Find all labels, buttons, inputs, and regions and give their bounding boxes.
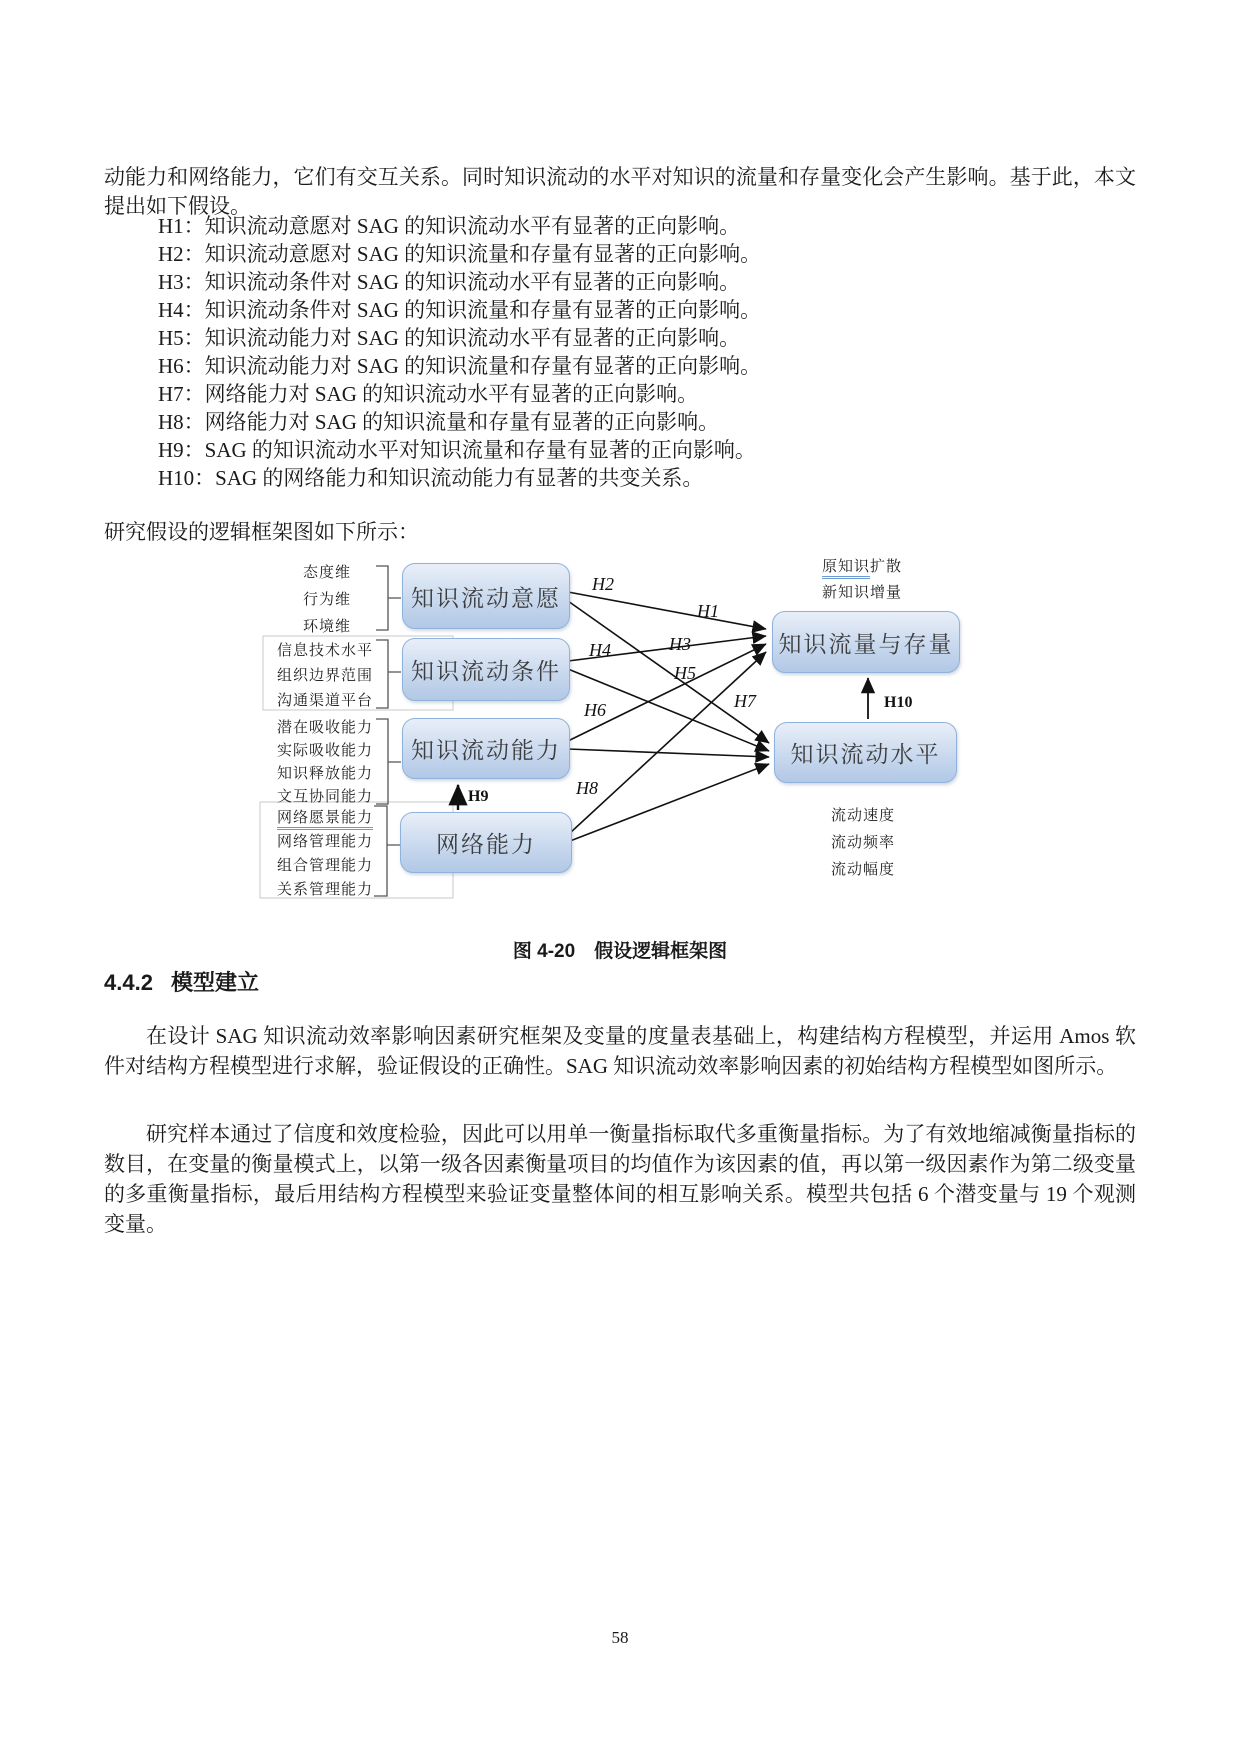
edge-label-h2: H2 (592, 574, 614, 594)
section-title: 模型建立 (170, 970, 259, 995)
indicator-label: 态度维 (303, 565, 352, 581)
edge-label-h9: H9 (468, 788, 489, 805)
edge-label-h5: H5 (674, 663, 696, 683)
figure-caption: 图 4-20 假设逻辑框架图 (512, 941, 728, 962)
indicator-label: 潜在吸收能力 (277, 720, 374, 736)
intro-paragraph: 动能力和网络能力，它们有交互关系。同时知识流动的水平对知识的流量和存量变化会产生影响。基于此，本文提出如下假设。 (104, 165, 1136, 218)
node-knowledge-flow-condition: 知识流动条件 (402, 638, 570, 701)
bracket-group-1 (374, 566, 401, 896)
hypotheses-list (158, 212, 1138, 492)
indicator-label: 信息技术水平 (277, 643, 374, 659)
edge-label-h4: H4 (589, 640, 611, 660)
indicator-label: 实际吸收能力 (277, 743, 374, 759)
edge-label-h8: H8 (576, 778, 598, 798)
section-number: 4.4.2 (104, 970, 153, 995)
group-willingness-indicators (303, 560, 351, 641)
label-flow-amplitude: 流动幅度 (831, 862, 896, 878)
label-flow-speed: 流动速度 (831, 808, 896, 824)
node-network-capability: 网络能力 (400, 812, 572, 873)
indicator-label: 网络管理能力 (277, 834, 374, 850)
node-knowledge-flow-and-stock: 知识流量与存量 (772, 611, 960, 673)
indicator-label: 知识释放能力 (277, 766, 374, 782)
edge-label-h7: H7 (734, 691, 756, 711)
indicator-label: 行为维 (303, 592, 352, 608)
page-number: 58 (611, 1628, 629, 1647)
indicator-label: 关系管理能力 (277, 882, 374, 898)
node-knowledge-flow-level: 知识流动水平 (774, 722, 957, 783)
hypothesis-h7: H7：网络能力对 SAG 的知识流动水平有显著的正向影响。 (158, 382, 699, 406)
figure-leadin: 研究假设的逻辑框架图如下所示： (104, 520, 419, 544)
label-new-knowledge-increment: 新知识增量 (822, 585, 903, 601)
edge-label-h1: H1 (697, 601, 719, 621)
label-flow-frequency: 流动频率 (831, 835, 896, 851)
hypothesis-h5: H5：知识流动能力对 SAG 的知识流动水平有显著的正向影响。 (158, 326, 741, 350)
underlined-text: 网络愿景能力 (277, 810, 373, 830)
underlined-text: 原知识 (822, 559, 870, 579)
hypothesis-h10: H10：SAG 的网络能力和知识流动能力有显著的共变关系。 (158, 466, 704, 490)
node-knowledge-flow-willingness: 知识流动意愿 (402, 563, 570, 629)
section-heading (104, 966, 259, 997)
indicator-label: 组合管理能力 (277, 858, 374, 874)
hypothesis-h8: H8：网络能力对 SAG 的知识流量和存量有显著的正向影响。 (158, 410, 720, 434)
label-original-knowledge-diffusion: 原知识扩散 (822, 555, 902, 576)
body-paragraph-1: 在设计 SAG 知识流动效率影响因素研究框架及变量的度量表基础上，构建结构方程模型，并运用 Amos 软件对结构方程模型进行求解，验证假设的正确性。SAG 知识流动效率影响因素的初始结构方程模型如图所示。 (104, 1024, 1136, 1078)
hypothesis-h2: H2：知识流动意愿对 SAG 的知识流量和存量有显著的正向影响。 (158, 242, 762, 266)
group-condition-indicators (277, 639, 373, 714)
hypothesis-h3: H3：知识流动条件对 SAG 的知识流动水平有显著的正向影响。 (158, 270, 741, 294)
edge-label-h6: H6 (584, 700, 606, 720)
edge-label-h10: H10 (884, 694, 913, 711)
indicator-label: 沟通渠道平台 (277, 693, 374, 709)
hypothesis-h1: H1：知识流动意愿对 SAG 的知识流动水平有显著的正向影响。 (158, 214, 741, 238)
hypothesis-h9: H9：SAG 的知识流动水平对知识流量和存量有显著的正向影响。 (158, 438, 756, 462)
hypothesis-h6: H6：知识流动能力对 SAG 的知识流量和存量有显著的正向影响。 (158, 354, 762, 378)
body-paragraph-2: 研究样本通过了信度和效度检验，因此可以用单一衡量指标取代多重衡量指标。为了有效地缩减衡量指标的数目，在变量的衡量模式上，以第一级各因素衡量项目的均值作为该因素的值，再以第一级因素作为第二级变量的多重衡量指标，最后用结构方程模型来验证变量整体间的相互影响关系。模型共包括 6 个潜变量与 19 个观测变量。 (104, 1122, 1136, 1236)
group-network-indicators (277, 806, 373, 902)
hypothesis-h4: H4：知识流动条件对 SAG 的知识流量和存量有显著的正向影响。 (158, 298, 762, 322)
node-knowledge-flow-capability: 知识流动能力 (402, 718, 570, 779)
indicator-label: 文互协同能力 (277, 789, 374, 805)
edge-label-h3: H3 (669, 634, 691, 654)
indicator-label: 环境维 (303, 619, 352, 635)
indicator-label: 组织边界范围 (277, 668, 374, 684)
indicator-label-underlined (277, 806, 373, 830)
group-capability-indicators (277, 717, 373, 809)
